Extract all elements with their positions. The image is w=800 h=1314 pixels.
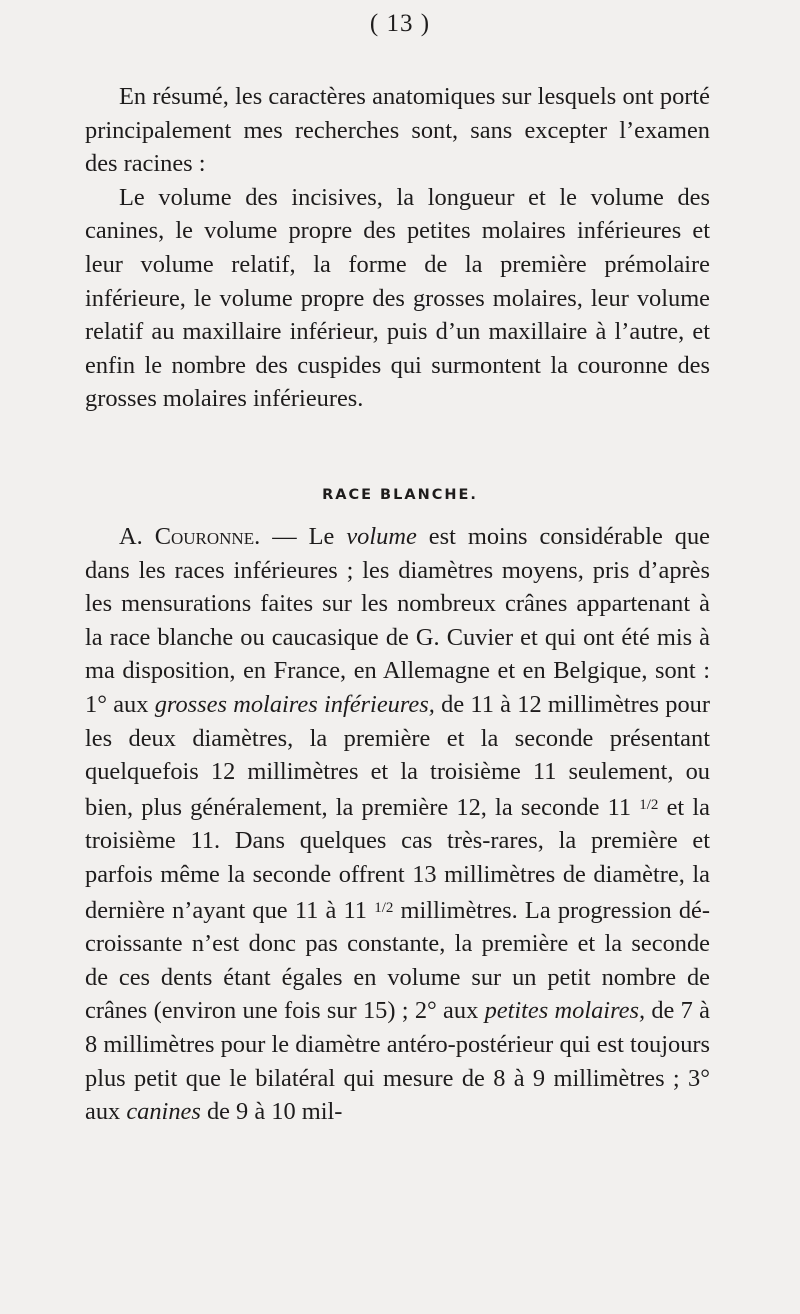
couronne-text-2: de 11 à 12 millimètres pour les deux diamètres, la première et la seconde présentant quelquefois 12 millimètres et la troisième 11 seulement, ou bien, plus généralement, la première 12, la seconde 11 bbox=[85, 690, 710, 821]
couronne-paragraph bbox=[85, 520, 710, 1129]
couronne-label: A. Couronne. bbox=[119, 523, 261, 550]
couronne-text-3: et la troisième 11. Dans quelques cas très-rares, la première et parfois même la seconde offrent 13 millimètres de diamètre, la dernière n’ayant que 11 à 11 bbox=[85, 793, 710, 924]
term-volume: volume bbox=[346, 523, 417, 550]
couronne-text-6: de 9 à 10 mil- bbox=[200, 1098, 343, 1126]
summary-list-paragraph: Le volume des incisives, la longueur et le volume des canines, le volume propre des petites molaires inférieures et leur volume relatif, la forme de la première prémolaire inférieure, le volume propre des grosses molaires, leur volume relatif au maxillaire inférieur, puis d’un maxillaire à l’autre, et enfin le nombre des cuspides qui surmontent la couronne des grosses molaires inférieures. bbox=[85, 183, 710, 413]
couronne-text-4: millimètres. La progression décroissante n’est donc pas constante, la première et la seconde de ces dents étant égales en volume sur un petit nombre de crânes (environ une fois sur 15) ; 2° aux bbox=[85, 896, 710, 1025]
fraction-half-1: 1/2 bbox=[639, 796, 659, 813]
term-petites-molaires: petites molaires, bbox=[484, 997, 646, 1025]
fraction-half-2: 1/2 bbox=[374, 899, 394, 916]
section-heading: RACE BLANCHE. bbox=[322, 487, 478, 503]
couronne-dash: — Le bbox=[260, 523, 347, 550]
couronne-text-1: est moins considérable que dans les races inférieures ; les diamètres moyens, pris d’après les mensurations faites sur les nombreux crânes appartenant à la race blanche ou caucasique de G. Cuvier et qui ont été mis à ma disposition, en France, en Allemagne et en Belgique, sont : 1° aux bbox=[85, 523, 710, 718]
summary-section bbox=[85, 80, 710, 416]
page-number: ( 13 ) bbox=[369, 10, 431, 37]
term-canines: canines bbox=[126, 1098, 201, 1126]
summary-intro-paragraph: En résumé, les caractères anatomiques sur lesquels ont porté principalement mes recherches sont, sans excepter l’examen des racines : bbox=[85, 83, 710, 178]
term-grosses-molaires: grosses molaires inférieures, bbox=[154, 690, 435, 718]
couronne-text-5: de 7 à 8 millimètres pour le diamètre antéro-postérieur qui est toujours plus petit que le bilatéral qui mesure de 8 à 9 millimètres ; 3° aux bbox=[85, 997, 710, 1126]
couronne-section bbox=[85, 520, 710, 1129]
